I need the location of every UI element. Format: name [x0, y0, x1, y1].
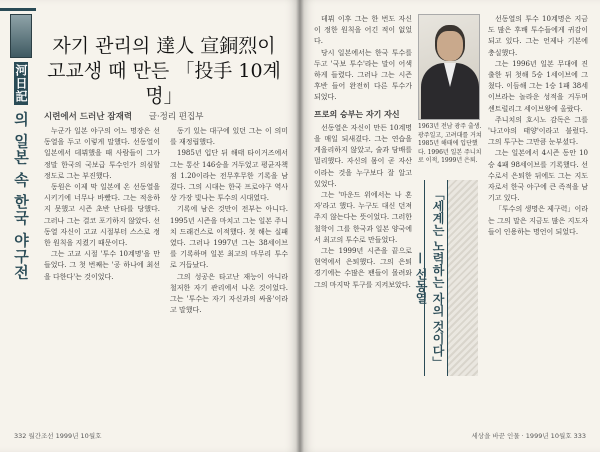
left-column-1 [44, 126, 160, 283]
right-folio: 세상을 바꾼 인물 · 1999년 10월호 333 [471, 432, 586, 440]
paragraph: 선동열은 자신이 만든 10계명을 매일 되새겼다. 그는 연습을 게을리하지 않았고, 술과 담배를 멀리했다. 자신의 몸이 곧 자산이라는 것을 누구보다 잘 알고 있었다. [314, 123, 412, 188]
left-folio: 332 월간조선 1999년 10월호 [14, 432, 102, 440]
column-subheading: 프로의 승부는 자기 자신 [314, 108, 400, 119]
left-column-2 [170, 126, 288, 316]
paragraph: 선동열의 투수 10계명은 지금도 많은 후배 투수들에게 귀감이 되고 있다. 그는 언제나 기본에 충실했다. [488, 15, 588, 57]
book-gutter [296, 0, 304, 452]
article-title [44, 34, 284, 109]
photo-face [437, 31, 463, 61]
paragraph: 기록에 남은 것만이 전부는 아니다. 1995년 시즌을 마치고 그는 일본 주니치 드래건스로 이적했다. 첫 해는 실패였다. 그러나 1997년 그는 38세이브를 기록하며 일본 최고의 마무리 투수로 거듭났다. [170, 205, 288, 270]
paragraph: 그는 일본에서 4시즌 동안 10승 4패 98세이브를 기록했다. 선수로서 은퇴한 뒤에도 그는 지도자로서 한국 야구에 큰 족적을 남기고 있다. [488, 149, 588, 203]
paragraph: 그는 고교 시절 '투수 10계명'을 만들었다. 그 첫 번째는 '공 하나에 최선을 다한다'는 것이었다. [44, 250, 160, 281]
paragraph: 당시 일본에서는 한국 투수를 두고 '국보 투수'라는 말이 어색하게 들렸다. 그러나 그는 시즌 후반 들어 완전히 다른 투수가 되었다. [314, 48, 412, 102]
paragraph: 누군가 일본 야구의 어느 명장은 선동열을 두고 이렇게 말했다. 선동열이 일본에서 데뷔했을 때 사람들이 그가 정말 한국의 국보급 투수인가 의심할 정도로 그는 부진했다. [44, 127, 160, 180]
right-column-2 [488, 14, 588, 238]
paragraph: 그는 '마운드 위에서는 나 혼자'라고 했다. 누구도 대신 던져주지 않는다는 뜻이었다. 그러한 철학이 그를 한국과 일본 양국에서 최고의 투수로 만들었다. [314, 191, 412, 244]
right-page [300, 0, 600, 452]
paragraph: 그는 1999년 시즌을 끝으로 현역에서 은퇴했다. 그의 은퇴 경기에는 수많은 팬들이 몰려와 그의 마지막 투구를 지켜보았다. [314, 247, 412, 289]
vertical-series-title [10, 62, 32, 392]
paragraph: 동원은 이제 막 일본에 온 선동열을 시키기에 너무나 바빴다. 그는 적응하지 못했고 시즌 초반 난타를 당했다. 그러나 그는 결코 포기하지 않았다. 선동열 자신이 고교 시절부터 스스로 정한 원칙을 지켰기 때문이다. [44, 183, 160, 248]
vertical-title: 의 일본 속 한국 야구전 [12, 111, 30, 281]
top-rule [0, 8, 36, 11]
paragraph: 주니치의 호시노 감독은 그를 '나고야의 태양'이라고 불렀다. 그의 투구는 그만큼 눈부셨다. [488, 115, 588, 147]
author-byline: 글·정리 편집부 [148, 112, 204, 122]
pull-quote: 「세계는 노력하는 자의 것이다」 — 선동열 [424, 180, 448, 376]
section-subhead [44, 110, 284, 122]
series-thumbnail-image [10, 14, 32, 58]
right-column-1 [314, 14, 412, 291]
vertical-series-strip [10, 14, 32, 434]
portrait-photo [418, 14, 480, 120]
series-tag: 河日記 [14, 64, 28, 103]
paragraph: 그의 성공은 타고난 재능이 아니라 철저한 자기 관리에서 나온 것이었다. 그는 '투수는 자기 자신과의 싸움'이라고 말했다. [170, 272, 288, 315]
title-line-2: 고교생 때 만든 「投手 10계명」 [47, 60, 281, 107]
paragraph: 1985년 입단 뒤 해태 타이거즈에서 그는 통산 146승을 거두었고 평균자책점 1.20이라는 전무후무한 기록을 남겼다. 그의 시대는 한국 프로야구 역사상 가장 빛나는 투수의 시대였다. [170, 149, 288, 203]
paragraph: 「투수의 생명은 제구력」이라는 그의 말은 지금도 많은 지도자들이 인용하는 명언이 되었다. [488, 205, 588, 236]
paragraph: 동기 있는 대구에 있던 그는 이 의미를 재정립했다. [170, 127, 288, 147]
title-line-1: 자기 관리의 達人 宣銅烈이 [52, 35, 276, 57]
decorative-pattern [448, 180, 478, 376]
photo-caption: 1963년 전남 광주 출생. 광주일고, 고려대를 거쳐 1985년 해태에 입단했다. 1996년 일본 주니치로 이적, 1999년 은퇴. [418, 123, 482, 164]
paragraph: 데뷔 이후 그는 한 번도 자신이 정한 원칙을 어긴 적이 없었다. [314, 15, 412, 46]
paragraph: 그는 1996년 일본 무대에 진출한 뒤 첫해 5승 1세이브에 그쳤다. 이듬해 그는 1승 1패 38세이브라는 놀라운 성적을 거두며 센트럴리그 세이브왕에 올랐다. [488, 59, 588, 113]
section-heading: 시련에서 드러난 잠재력 [44, 112, 133, 122]
